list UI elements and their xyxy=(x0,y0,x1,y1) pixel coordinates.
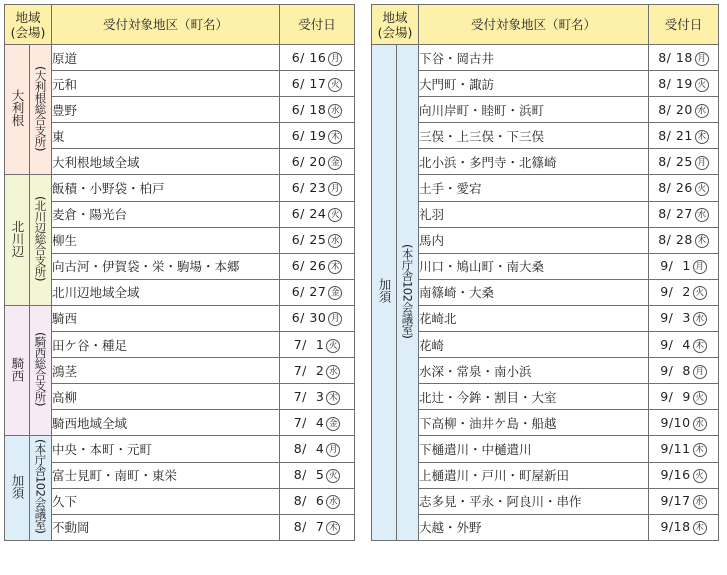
town-header: 受付対象地区（町名） xyxy=(419,5,649,45)
schedule-row xyxy=(5,305,355,331)
date-cell xyxy=(280,332,355,358)
date-cell xyxy=(280,410,355,436)
region-name: 大利根 xyxy=(10,89,25,127)
area-header: 地域 (会場) xyxy=(372,5,419,45)
weekday-badge: 火 xyxy=(693,286,707,300)
date-text: 9/18 xyxy=(660,519,691,535)
date-cell xyxy=(649,97,719,123)
schedule-row xyxy=(372,279,719,305)
town-cell: 大門町・諏訪 xyxy=(419,71,649,97)
town-header: 受付対象地区（町名） xyxy=(52,5,280,45)
date-cell xyxy=(649,279,719,305)
date-cell xyxy=(649,514,719,540)
town-cell: 飯積・小野袋・柏戸 xyxy=(52,175,280,201)
schedule-row xyxy=(372,97,719,123)
schedule-row xyxy=(372,436,719,462)
schedule-row xyxy=(5,123,355,149)
weekday-badge: 金 xyxy=(328,286,342,300)
region-name: 騎西 xyxy=(10,356,25,382)
town-cell: 花崎北 xyxy=(419,305,649,331)
header-row xyxy=(372,5,719,45)
weekday-badge: 水 xyxy=(693,417,707,431)
schedule-row xyxy=(5,462,355,488)
schedule-row xyxy=(5,71,355,97)
town-cell: 柳生 xyxy=(52,227,280,253)
region-cell xyxy=(5,175,30,305)
date-text: 8/ 7 xyxy=(293,519,325,535)
venue-cell xyxy=(30,305,52,435)
weekday-badge: 火 xyxy=(693,469,707,483)
date-text: 6/ 17 xyxy=(291,75,327,91)
date-cell xyxy=(649,123,719,149)
schedule-row xyxy=(372,488,719,514)
date-text: 7/ 3 xyxy=(293,388,325,404)
date-text: 6/ 16 xyxy=(291,49,327,65)
weekday-badge: 水 xyxy=(326,365,340,379)
date-text: 8/ 20 xyxy=(658,101,693,117)
schedule-row xyxy=(372,227,719,253)
weekday-badge: 水 xyxy=(328,104,342,118)
region-cell xyxy=(372,45,397,541)
town-cell: 川口・鳩山町・南大桑 xyxy=(419,253,649,279)
region-name: 加須 xyxy=(377,278,392,304)
town-cell: 田ケ谷・種足 xyxy=(52,332,280,358)
town-cell: 富士見町・南町・東栄 xyxy=(52,462,280,488)
date-text: 6/ 26 xyxy=(291,258,327,274)
date-cell xyxy=(649,45,719,71)
weekday-badge: 水 xyxy=(326,495,340,509)
schedule-row xyxy=(5,514,355,540)
date-text: 9/17 xyxy=(660,493,691,509)
date-text: 6/ 30 xyxy=(291,310,327,326)
weekday-badge: 火 xyxy=(695,78,709,92)
town-cell: 北川辺地域全域 xyxy=(52,279,280,305)
date-cell xyxy=(649,358,719,384)
town-cell: 北辻・今鉾・割目・大室 xyxy=(419,384,649,410)
weekday-badge: 月 xyxy=(328,312,342,326)
schedule-row xyxy=(372,358,719,384)
date-cell xyxy=(280,45,355,71)
date-cell xyxy=(280,227,355,253)
town-cell: 花崎 xyxy=(419,332,649,358)
town-cell: 下樋遣川・中樋遣川 xyxy=(419,436,649,462)
schedule-row xyxy=(372,71,719,97)
weekday-badge: 火 xyxy=(695,182,709,196)
date-cell xyxy=(280,201,355,227)
town-cell: 向古河・伊賀袋・栄・駒場・本郷 xyxy=(52,253,280,279)
date-text: 8/ 25 xyxy=(658,153,693,169)
date-text: 8/ 26 xyxy=(658,180,693,196)
weekday-badge: 月 xyxy=(695,156,709,170)
schedule-row xyxy=(5,253,355,279)
venue-cell xyxy=(30,45,52,175)
weekday-badge: 水 xyxy=(328,234,342,248)
town-cell: 志多見・平永・阿良川・串作 xyxy=(419,488,649,514)
date-text: 9/16 xyxy=(660,467,691,483)
date-text: 8/ 4 xyxy=(293,440,325,456)
weekday-badge: 木 xyxy=(693,443,707,457)
town-cell: 麦倉・陽光台 xyxy=(52,201,280,227)
weekday-badge: 水 xyxy=(693,312,707,326)
schedule-row xyxy=(372,123,719,149)
date-text: 8/ 18 xyxy=(658,49,693,65)
town-cell: 東 xyxy=(52,123,280,149)
venue-cell xyxy=(30,436,52,540)
date-text: 9/ 2 xyxy=(660,284,691,300)
weekday-badge: 月 xyxy=(326,443,340,457)
date-text: 9/ 8 xyxy=(660,362,691,378)
date-cell xyxy=(280,488,355,514)
date-cell xyxy=(649,253,719,279)
town-cell: 久下 xyxy=(52,488,280,514)
date-cell xyxy=(280,358,355,384)
date-text: 8/ 6 xyxy=(293,493,325,509)
date-cell xyxy=(280,253,355,279)
schedule-row xyxy=(5,45,355,71)
date-text: 9/ 3 xyxy=(660,310,691,326)
venue-name: (騎西総合支所) xyxy=(33,332,48,407)
date-cell xyxy=(649,305,719,331)
town-cell: 水深・常泉・南小浜 xyxy=(419,358,649,384)
schedule-row xyxy=(5,201,355,227)
date-text: 8/ 28 xyxy=(658,232,693,248)
date-text: 9/ 4 xyxy=(660,336,691,352)
weekday-badge: 水 xyxy=(693,495,707,509)
date-text: 6/ 20 xyxy=(291,153,327,169)
schedule-row xyxy=(372,384,719,410)
schedule-row xyxy=(372,514,719,540)
date-text: 6/ 18 xyxy=(291,101,327,117)
town-cell: 下高柳・油井ケ島・船越 xyxy=(419,410,649,436)
weekday-badge: 月 xyxy=(693,260,707,274)
town-cell: 馬内 xyxy=(419,227,649,253)
town-cell: 南篠崎・大桑 xyxy=(419,279,649,305)
date-cell xyxy=(280,149,355,175)
town-cell: 豊野 xyxy=(52,97,280,123)
town-cell: 高柳 xyxy=(52,384,280,410)
date-text: 8/ 5 xyxy=(293,467,325,483)
date-cell xyxy=(280,175,355,201)
date-cell xyxy=(280,305,355,331)
weekday-badge: 月 xyxy=(693,365,707,379)
date-cell xyxy=(280,514,355,540)
right-schedule-table xyxy=(371,4,719,541)
town-cell: 大越・外野 xyxy=(419,514,649,540)
date-text: 9/ 9 xyxy=(660,388,691,404)
date-text: 7/ 4 xyxy=(293,414,325,430)
date-cell xyxy=(649,384,719,410)
town-cell: 三俣・上三俣・下三俣 xyxy=(419,123,649,149)
weekday-badge: 火 xyxy=(326,469,340,483)
date-cell xyxy=(649,71,719,97)
weekday-badge: 水 xyxy=(695,104,709,118)
header-row xyxy=(5,5,355,45)
date-text: 9/ 1 xyxy=(660,258,691,274)
date-cell xyxy=(280,384,355,410)
weekday-badge: 火 xyxy=(693,391,707,405)
schedule-row xyxy=(372,149,719,175)
date-text: 6/ 24 xyxy=(291,206,327,222)
town-cell: 北小浜・多門寺・北篠崎 xyxy=(419,149,649,175)
weekday-badge: 木 xyxy=(328,260,342,274)
date-text: 6/ 23 xyxy=(291,180,327,196)
town-cell: 騎西 xyxy=(52,305,280,331)
date-text: 8/ 27 xyxy=(658,206,693,222)
schedule-row xyxy=(372,253,719,279)
town-cell: 大利根地域全域 xyxy=(52,149,280,175)
town-cell: 礼羽 xyxy=(419,201,649,227)
schedule-row xyxy=(5,227,355,253)
weekday-badge: 木 xyxy=(326,391,340,405)
date-cell xyxy=(649,227,719,253)
weekday-badge: 月 xyxy=(695,52,709,66)
town-cell: 騎西地域全域 xyxy=(52,410,280,436)
date-cell xyxy=(280,279,355,305)
date-cell xyxy=(649,488,719,514)
date-cell xyxy=(649,410,719,436)
schedule-row xyxy=(5,488,355,514)
weekday-badge: 月 xyxy=(328,182,342,196)
schedule-row xyxy=(5,332,355,358)
region-cell xyxy=(5,436,30,540)
date-text: 7/ 2 xyxy=(293,362,325,378)
venue-name: (本庁舎102会議室) xyxy=(400,243,415,339)
date-header: 受付日 xyxy=(649,5,719,45)
venue-name: (北川辺総合支所) xyxy=(33,196,48,282)
weekday-badge: 金 xyxy=(328,156,342,170)
weekday-badge: 火 xyxy=(328,208,342,222)
weekday-badge: 火 xyxy=(328,78,342,92)
date-cell xyxy=(649,436,719,462)
venue-name: (本庁舎102会議室) xyxy=(33,439,48,534)
schedule-row xyxy=(372,462,719,488)
town-cell: 土手・愛宕 xyxy=(419,175,649,201)
date-text: 8/ 19 xyxy=(658,75,693,91)
date-cell xyxy=(649,149,719,175)
schedule-row xyxy=(372,410,719,436)
venue-cell xyxy=(397,45,419,541)
weekday-badge: 木 xyxy=(328,130,342,144)
date-text: 8/ 21 xyxy=(658,127,693,143)
schedule-row xyxy=(372,175,719,201)
date-cell xyxy=(280,71,355,97)
weekday-badge: 木 xyxy=(693,339,707,353)
weekday-badge: 月 xyxy=(328,52,342,66)
weekday-badge: 火 xyxy=(326,339,340,353)
town-cell: 不動岡 xyxy=(52,514,280,540)
schedule-row xyxy=(372,332,719,358)
town-cell: 下谷・岡古井 xyxy=(419,45,649,71)
weekday-badge: 水 xyxy=(695,208,709,222)
schedule-row xyxy=(5,384,355,410)
weekday-badge: 金 xyxy=(326,417,340,431)
date-cell xyxy=(649,462,719,488)
venue-name: (大利根総合支所) xyxy=(33,65,48,151)
schedule-row xyxy=(5,149,355,175)
schedule-row xyxy=(5,175,355,201)
weekday-badge: 木 xyxy=(693,521,707,535)
town-cell: 中央・本町・元町 xyxy=(52,436,280,462)
date-text: 6/ 19 xyxy=(291,127,327,143)
date-text: 9/11 xyxy=(660,440,691,456)
schedule-row xyxy=(5,410,355,436)
weekday-badge: 木 xyxy=(695,130,709,144)
town-cell: 向川岸町・睦町・浜町 xyxy=(419,97,649,123)
date-text: 6/ 27 xyxy=(291,284,327,300)
schedule-row xyxy=(5,279,355,305)
left-schedule-table xyxy=(4,4,355,541)
date-text: 7/ 1 xyxy=(293,336,325,352)
date-cell xyxy=(649,332,719,358)
date-cell xyxy=(280,436,355,462)
town-cell: 鴻茎 xyxy=(52,358,280,384)
area-header: 地域 (会場) xyxy=(5,5,52,45)
date-cell xyxy=(280,97,355,123)
weekday-badge: 木 xyxy=(326,521,340,535)
region-cell xyxy=(5,305,30,435)
schedule-row xyxy=(372,305,719,331)
schedule-row xyxy=(5,358,355,384)
schedule-row xyxy=(372,45,719,71)
date-header: 受付日 xyxy=(280,5,355,45)
venue-cell xyxy=(30,175,52,305)
date-cell xyxy=(649,175,719,201)
town-cell: 元和 xyxy=(52,71,280,97)
date-cell xyxy=(649,201,719,227)
town-cell: 原道 xyxy=(52,45,280,71)
region-name: 北川辺 xyxy=(10,219,25,258)
town-cell: 上樋遣川・戸川・町屋新田 xyxy=(419,462,649,488)
date-text: 9/10 xyxy=(660,414,691,430)
schedule-row xyxy=(5,97,355,123)
schedule-row xyxy=(372,201,719,227)
date-cell xyxy=(280,123,355,149)
date-text: 6/ 25 xyxy=(291,232,327,248)
region-cell xyxy=(5,45,30,175)
weekday-badge: 木 xyxy=(695,234,709,248)
region-name: 加須 xyxy=(10,474,25,500)
date-cell xyxy=(280,462,355,488)
schedule-row xyxy=(5,436,355,462)
